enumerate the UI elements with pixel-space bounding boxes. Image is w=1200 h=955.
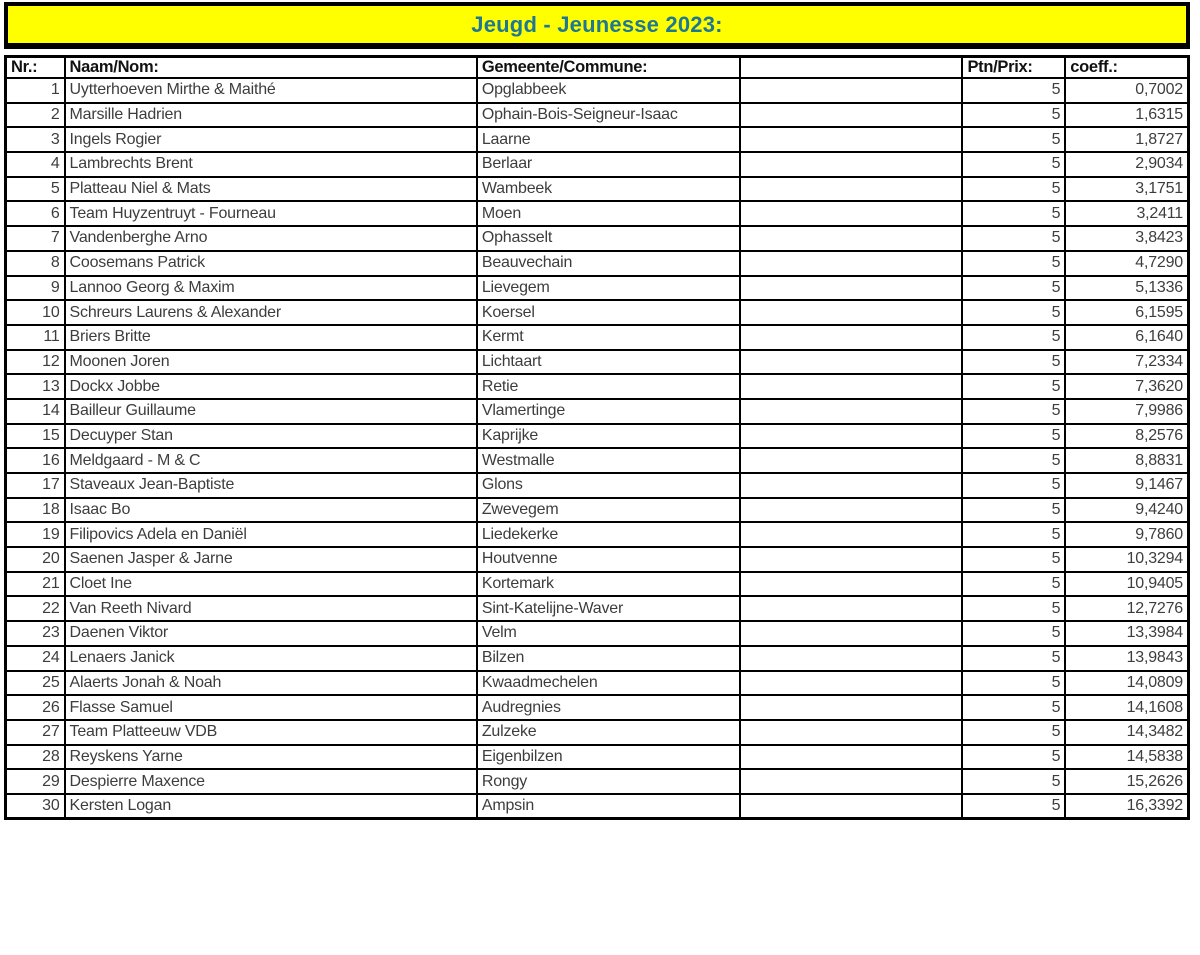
table-row (6, 201, 1189, 226)
cell-pts: 5 (962, 300, 1065, 325)
cell-nr: 2 (6, 103, 65, 128)
cell-coeff: 9,1467 (1065, 473, 1188, 498)
cell-gem: Bilzen (477, 646, 740, 671)
cell-pts: 5 (962, 276, 1065, 301)
table-row (6, 473, 1189, 498)
cell-pts: 5 (962, 201, 1065, 226)
cell-nr: 25 (6, 671, 65, 696)
table-body (6, 78, 1189, 819)
cell-nr: 7 (6, 226, 65, 251)
table-row (6, 769, 1189, 794)
cell-pts: 5 (962, 646, 1065, 671)
cell-name: Flasse Samuel (65, 695, 477, 720)
cell-coeff: 12,7276 (1065, 596, 1188, 621)
cell-coeff: 14,3482 (1065, 720, 1188, 745)
cell-blank (740, 103, 963, 128)
cell-nr: 22 (6, 596, 65, 621)
cell-nr: 27 (6, 720, 65, 745)
cell-coeff: 10,3294 (1065, 547, 1188, 572)
cell-pts: 5 (962, 325, 1065, 350)
cell-nr: 26 (6, 695, 65, 720)
cell-coeff: 9,7860 (1065, 522, 1188, 547)
cell-name: Van Reeth Nivard (65, 596, 477, 621)
cell-blank (740, 547, 963, 572)
cell-pts: 5 (962, 794, 1065, 819)
cell-pts: 5 (962, 695, 1065, 720)
cell-gem: Eigenbilzen (477, 745, 740, 770)
cell-name: Decuyper Stan (65, 424, 477, 449)
cell-coeff: 5,1336 (1065, 276, 1188, 301)
table-header-row (6, 57, 1189, 79)
table-row (6, 374, 1189, 399)
cell-pts: 5 (962, 350, 1065, 375)
cell-gem: Glons (477, 473, 740, 498)
cell-blank (740, 374, 963, 399)
cell-coeff: 8,8831 (1065, 448, 1188, 473)
cell-nr: 20 (6, 547, 65, 572)
cell-name: Team Huyzentruyt - Fourneau (65, 201, 477, 226)
cell-nr: 30 (6, 794, 65, 819)
cell-gem: Zwevegem (477, 498, 740, 523)
cell-name: Daenen Viktor (65, 621, 477, 646)
table-row (6, 522, 1189, 547)
table-row (6, 695, 1189, 720)
cell-name: Alaerts Jonah & Noah (65, 671, 477, 696)
cell-pts: 5 (962, 226, 1065, 251)
table-row (6, 399, 1189, 424)
cell-blank (740, 350, 963, 375)
cell-blank (740, 300, 963, 325)
cell-nr: 13 (6, 374, 65, 399)
cell-nr: 6 (6, 201, 65, 226)
cell-name: Vandenberghe Arno (65, 226, 477, 251)
cell-nr: 15 (6, 424, 65, 449)
cell-name: Cloet Ine (65, 572, 477, 597)
cell-name: Filipovics Adela en Daniël (65, 522, 477, 547)
cell-pts: 5 (962, 127, 1065, 152)
table-row (6, 350, 1189, 375)
table-row (6, 498, 1189, 523)
cell-pts: 5 (962, 152, 1065, 177)
cell-name: Marsille Hadrien (65, 103, 477, 128)
cell-name: Kersten Logan (65, 794, 477, 819)
cell-coeff: 7,2334 (1065, 350, 1188, 375)
cell-blank (740, 498, 963, 523)
cell-pts: 5 (962, 745, 1065, 770)
table-row (6, 448, 1189, 473)
cell-coeff: 15,2626 (1065, 769, 1188, 794)
table-row (6, 572, 1189, 597)
table-row (6, 646, 1189, 671)
cell-pts: 5 (962, 769, 1065, 794)
cell-pts: 5 (962, 78, 1065, 103)
cell-nr: 11 (6, 325, 65, 350)
cell-blank (740, 596, 963, 621)
cell-blank (740, 78, 963, 103)
cell-pts: 5 (962, 621, 1065, 646)
cell-name: Ingels Rogier (65, 127, 477, 152)
cell-gem: Opglabbeek (477, 78, 740, 103)
cell-blank (740, 572, 963, 597)
table-row (6, 152, 1189, 177)
cell-coeff: 3,1751 (1065, 177, 1188, 202)
cell-blank (740, 251, 963, 276)
cell-coeff: 6,1640 (1065, 325, 1188, 350)
cell-blank (740, 473, 963, 498)
cell-gem: Kwaadmechelen (477, 671, 740, 696)
cell-name: Dockx Jobbe (65, 374, 477, 399)
cell-coeff: 9,4240 (1065, 498, 1188, 523)
cell-name: Reyskens Yarne (65, 745, 477, 770)
cell-nr: 14 (6, 399, 65, 424)
cell-pts: 5 (962, 399, 1065, 424)
table-row (6, 671, 1189, 696)
cell-gem: Kermt (477, 325, 740, 350)
cell-gem: Lievegem (477, 276, 740, 301)
cell-pts: 5 (962, 251, 1065, 276)
table-row (6, 177, 1189, 202)
cell-gem: Wambeek (477, 177, 740, 202)
cell-name: Despierre Maxence (65, 769, 477, 794)
cell-gem: Ophasselt (477, 226, 740, 251)
cell-gem: Moen (477, 201, 740, 226)
table-row (6, 78, 1189, 103)
cell-blank (740, 695, 963, 720)
cell-name: Uytterhoeven Mirthe & Maithé (65, 78, 477, 103)
cell-blank (740, 127, 963, 152)
cell-gem: Zulzeke (477, 720, 740, 745)
cell-gem: Kortemark (477, 572, 740, 597)
cell-nr: 9 (6, 276, 65, 301)
column-header-name: Naam/Nom: (65, 57, 477, 79)
cell-gem: Vlamertinge (477, 399, 740, 424)
cell-coeff: 7,3620 (1065, 374, 1188, 399)
cell-gem: Lichtaart (477, 350, 740, 375)
cell-name: Coosemans Patrick (65, 251, 477, 276)
cell-blank (740, 424, 963, 449)
cell-gem: Audregnies (477, 695, 740, 720)
cell-name: Briers Britte (65, 325, 477, 350)
cell-coeff: 3,8423 (1065, 226, 1188, 251)
cell-coeff: 0,7002 (1065, 78, 1188, 103)
cell-nr: 29 (6, 769, 65, 794)
cell-nr: 16 (6, 448, 65, 473)
cell-blank (740, 621, 963, 646)
cell-nr: 21 (6, 572, 65, 597)
cell-pts: 5 (962, 177, 1065, 202)
cell-coeff: 8,2576 (1065, 424, 1188, 449)
cell-nr: 12 (6, 350, 65, 375)
cell-gem: Rongy (477, 769, 740, 794)
cell-nr: 17 (6, 473, 65, 498)
cell-blank (740, 448, 963, 473)
cell-nr: 8 (6, 251, 65, 276)
cell-coeff: 10,9405 (1065, 572, 1188, 597)
cell-nr: 28 (6, 745, 65, 770)
cell-pts: 5 (962, 448, 1065, 473)
cell-blank (740, 276, 963, 301)
cell-coeff: 4,7290 (1065, 251, 1188, 276)
cell-nr: 18 (6, 498, 65, 523)
table-row (6, 547, 1189, 572)
cell-name: Meldgaard - M & C (65, 448, 477, 473)
cell-nr: 5 (6, 177, 65, 202)
cell-coeff: 13,3984 (1065, 621, 1188, 646)
cell-gem: Laarne (477, 127, 740, 152)
cell-nr: 3 (6, 127, 65, 152)
cell-name: Saenen Jasper & Jarne (65, 547, 477, 572)
table-row (6, 621, 1189, 646)
cell-nr: 10 (6, 300, 65, 325)
cell-coeff: 16,3392 (1065, 794, 1188, 819)
cell-pts: 5 (962, 103, 1065, 128)
cell-nr: 1 (6, 78, 65, 103)
cell-pts: 5 (962, 720, 1065, 745)
cell-name: Bailleur Guillaume (65, 399, 477, 424)
cell-blank (740, 720, 963, 745)
cell-coeff: 14,5838 (1065, 745, 1188, 770)
table-row (6, 276, 1189, 301)
table-row (6, 127, 1189, 152)
cell-blank (740, 201, 963, 226)
ranking-table (4, 55, 1190, 820)
cell-gem: Retie (477, 374, 740, 399)
column-header-municipality: Gemeente/Commune: (477, 57, 740, 79)
cell-gem: Velm (477, 621, 740, 646)
cell-blank (740, 646, 963, 671)
table-row (6, 720, 1189, 745)
table-row (6, 226, 1189, 251)
cell-pts: 5 (962, 374, 1065, 399)
cell-gem: Koersel (477, 300, 740, 325)
cell-coeff: 6,1595 (1065, 300, 1188, 325)
cell-coeff: 1,6315 (1065, 103, 1188, 128)
cell-gem: Kaprijke (477, 424, 740, 449)
cell-gem: Ophain-Bois-Seigneur-Isaac (477, 103, 740, 128)
cell-pts: 5 (962, 572, 1065, 597)
cell-coeff: 7,9986 (1065, 399, 1188, 424)
cell-pts: 5 (962, 522, 1065, 547)
table-row (6, 794, 1189, 819)
cell-blank (740, 745, 963, 770)
cell-gem: Ampsin (477, 794, 740, 819)
cell-nr: 24 (6, 646, 65, 671)
cell-coeff: 3,2411 (1065, 201, 1188, 226)
cell-blank (740, 794, 963, 819)
table-row (6, 745, 1189, 770)
column-header-coeff: coeff.: (1065, 57, 1188, 79)
cell-nr: 23 (6, 621, 65, 646)
table-row (6, 596, 1189, 621)
cell-blank (740, 152, 963, 177)
cell-name: Team Platteeuw VDB (65, 720, 477, 745)
cell-blank (740, 522, 963, 547)
column-header-points: Ptn/Prix: (962, 57, 1065, 79)
table-row (6, 424, 1189, 449)
cell-nr: 19 (6, 522, 65, 547)
cell-name: Isaac Bo (65, 498, 477, 523)
column-header-nr: Nr.: (6, 57, 65, 79)
cell-gem: Liedekerke (477, 522, 740, 547)
table-row (6, 103, 1189, 128)
cell-gem: Westmalle (477, 448, 740, 473)
cell-name: Lenaers Janick (65, 646, 477, 671)
cell-name: Moonen Joren (65, 350, 477, 375)
cell-blank (740, 226, 963, 251)
column-header-blank (740, 57, 963, 79)
cell-coeff: 13,9843 (1065, 646, 1188, 671)
table-row (6, 325, 1189, 350)
cell-pts: 5 (962, 424, 1065, 449)
cell-blank (740, 399, 963, 424)
cell-nr: 4 (6, 152, 65, 177)
cell-coeff: 14,0809 (1065, 671, 1188, 696)
cell-blank (740, 671, 963, 696)
cell-name: Platteau Niel & Mats (65, 177, 477, 202)
cell-blank (740, 769, 963, 794)
cell-name: Lannoo Georg & Maxim (65, 276, 477, 301)
cell-pts: 5 (962, 498, 1065, 523)
cell-coeff: 1,8727 (1065, 127, 1188, 152)
cell-pts: 5 (962, 473, 1065, 498)
table-row (6, 251, 1189, 276)
cell-name: Staveaux Jean-Baptiste (65, 473, 477, 498)
cell-blank (740, 177, 963, 202)
cell-blank (740, 325, 963, 350)
cell-coeff: 14,1608 (1065, 695, 1188, 720)
cell-gem: Berlaar (477, 152, 740, 177)
title-banner (4, 2, 1190, 49)
cell-gem: Sint-Katelijne-Waver (477, 596, 740, 621)
cell-coeff: 2,9034 (1065, 152, 1188, 177)
cell-gem: Houtvenne (477, 547, 740, 572)
cell-pts: 5 (962, 547, 1065, 572)
cell-pts: 5 (962, 596, 1065, 621)
cell-name: Lambrechts Brent (65, 152, 477, 177)
cell-gem: Beauvechain (477, 251, 740, 276)
page-title: Jeugd - Jeunesse 2023: (471, 12, 723, 37)
cell-pts: 5 (962, 671, 1065, 696)
table-row (6, 300, 1189, 325)
cell-name: Schreurs Laurens & Alexander (65, 300, 477, 325)
